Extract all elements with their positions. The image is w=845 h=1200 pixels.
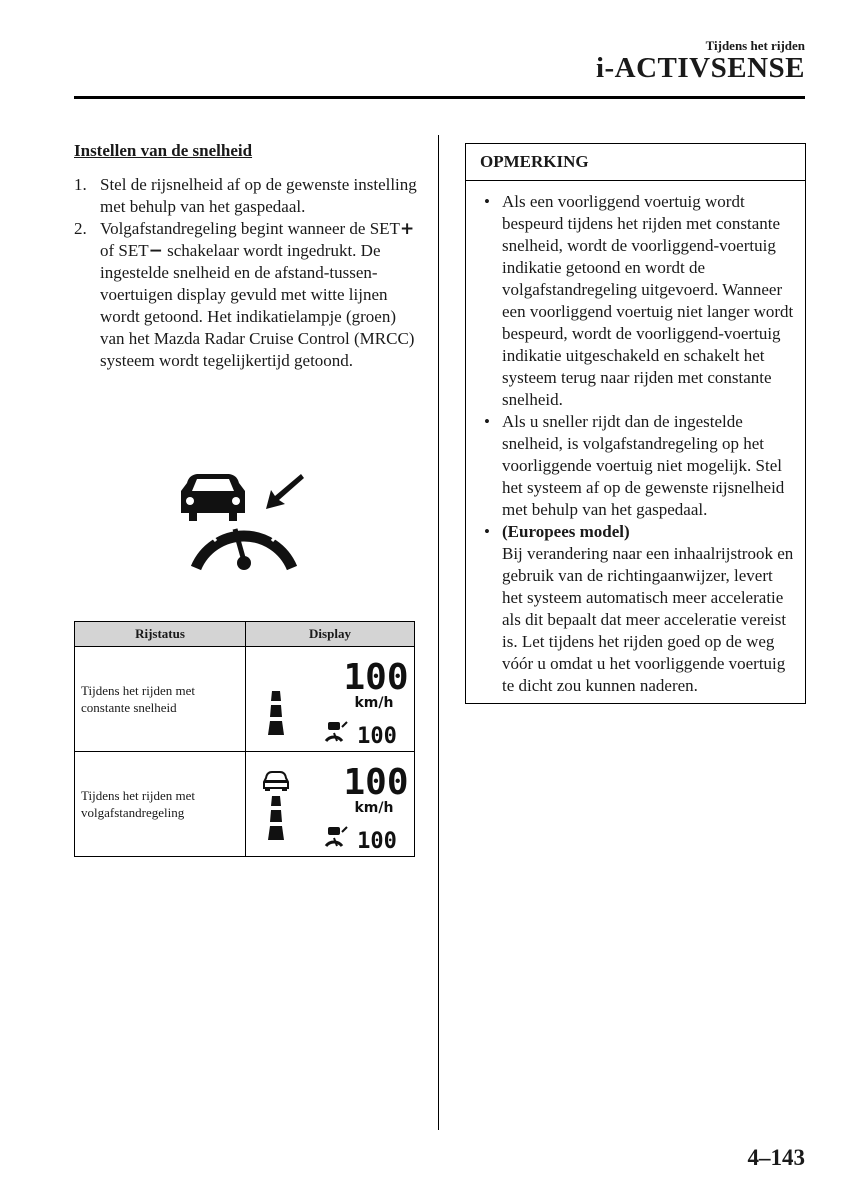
display-illustration (246, 752, 414, 852)
note-box (465, 143, 806, 704)
display-illustration (246, 647, 414, 747)
display-table (74, 621, 415, 857)
column-divider (438, 135, 439, 1130)
steps-list (74, 174, 419, 372)
list-item (480, 411, 797, 521)
column-header-display: Display (246, 622, 415, 647)
bullet: • (484, 192, 490, 211)
radar-cruise-indicator-icon (175, 465, 305, 575)
bullet: • (484, 522, 490, 541)
list-item (480, 521, 797, 697)
set-speed-readout: 100 (357, 829, 397, 852)
note-text: Als u sneller rijdt dan de ingestelde snelheid, is volgafstandregeling op het voorliggende voertuig niet mogelijk. Stel het systeem af op de gewenste rijsnelheid met behulp van het gaspedaal. (502, 412, 785, 519)
vehicle-ahead-icon (264, 772, 288, 791)
distance-bars-icon (268, 691, 284, 735)
speed-readout: 100 (343, 762, 409, 803)
speed-unit: km/h (354, 695, 394, 711)
section-heading: Instellen van de snelheid (74, 141, 253, 160)
cruise-set-speed-icon (326, 827, 347, 846)
row-status: Tijdens het rijden met constante snelheid (75, 647, 246, 752)
header-section: Tijdens het rijden (705, 38, 805, 53)
list-item (74, 174, 419, 218)
step-number: 1. (74, 175, 87, 194)
cruise-set-speed-icon (326, 722, 347, 741)
column-header-status: Rijstatus (75, 622, 246, 647)
step-text-part: of SET (100, 241, 149, 260)
display-cell (246, 647, 415, 752)
note-list (480, 191, 797, 697)
plus-sign: + (399, 219, 415, 239)
step-text: Stel de rijsnelheid af op de gewenste instelling met behulp van het gaspedaal. (100, 175, 417, 216)
table-row (75, 752, 415, 857)
step-text-part: Volgafstandregeling begint wanneer de SET (100, 219, 400, 238)
note-text: Als een voorliggend voertuig wordt bespeurd tijdens het rijden met constante snelheid, wordt de voorliggend-voertuig indikatie getoond en wordt de volgafstandregeling uitgevoerd. Wanneer een voorliggend voertuig niet langer wordt bespeurd, wordt de voorliggend-voertuig indikatie uitgeschakeld en schakelt het systeem terug naar rijden met constante snelheid. (502, 192, 794, 409)
bullet: • (484, 412, 490, 431)
minus-sign: − (148, 241, 163, 261)
left-column (74, 140, 419, 372)
row-status: Tijdens het rijden met volgafstandregeling (75, 752, 246, 857)
note-text: Bij verandering naar een inhaalrijstrook en gebruik van de richtingaanwijzer, levert het systeem automatisch meer acceleratie als dit bepaalt dat meer acceleratie vereist is. Let tijdens het rijden goed op de weg vóór u omdat u het voorliggende voertuig te dicht zou kunnen naderen. (502, 544, 794, 695)
list-item (74, 218, 419, 372)
distance-bars-icon (268, 796, 284, 840)
set-speed-readout: 100 (357, 724, 397, 747)
speed-readout: 100 (343, 657, 409, 698)
page-number: 4–143 (747, 1145, 805, 1170)
list-item (480, 191, 797, 411)
step-number: 2. (74, 219, 87, 238)
note-title: OPMERKING (466, 144, 805, 181)
display-cell (246, 752, 415, 857)
note-subtitle: (Europees model) (502, 522, 630, 541)
step-text-part: schakelaar wordt ingedrukt. De ingestelde snelheid en de afstand-tussen-voertuigen display gevuld met witte lijnen wordt getoond. Het indikatielampje (groen) van het Mazda Radar Cruise Control (MRCC) systeem wordt tegelijkertijd getoond. (100, 241, 415, 370)
speed-unit: km/h (354, 800, 394, 816)
header-chapter: i-ACTIVSENSE (595, 52, 805, 84)
note-body (466, 181, 805, 703)
table-row (75, 647, 415, 752)
header-rule (74, 96, 805, 99)
